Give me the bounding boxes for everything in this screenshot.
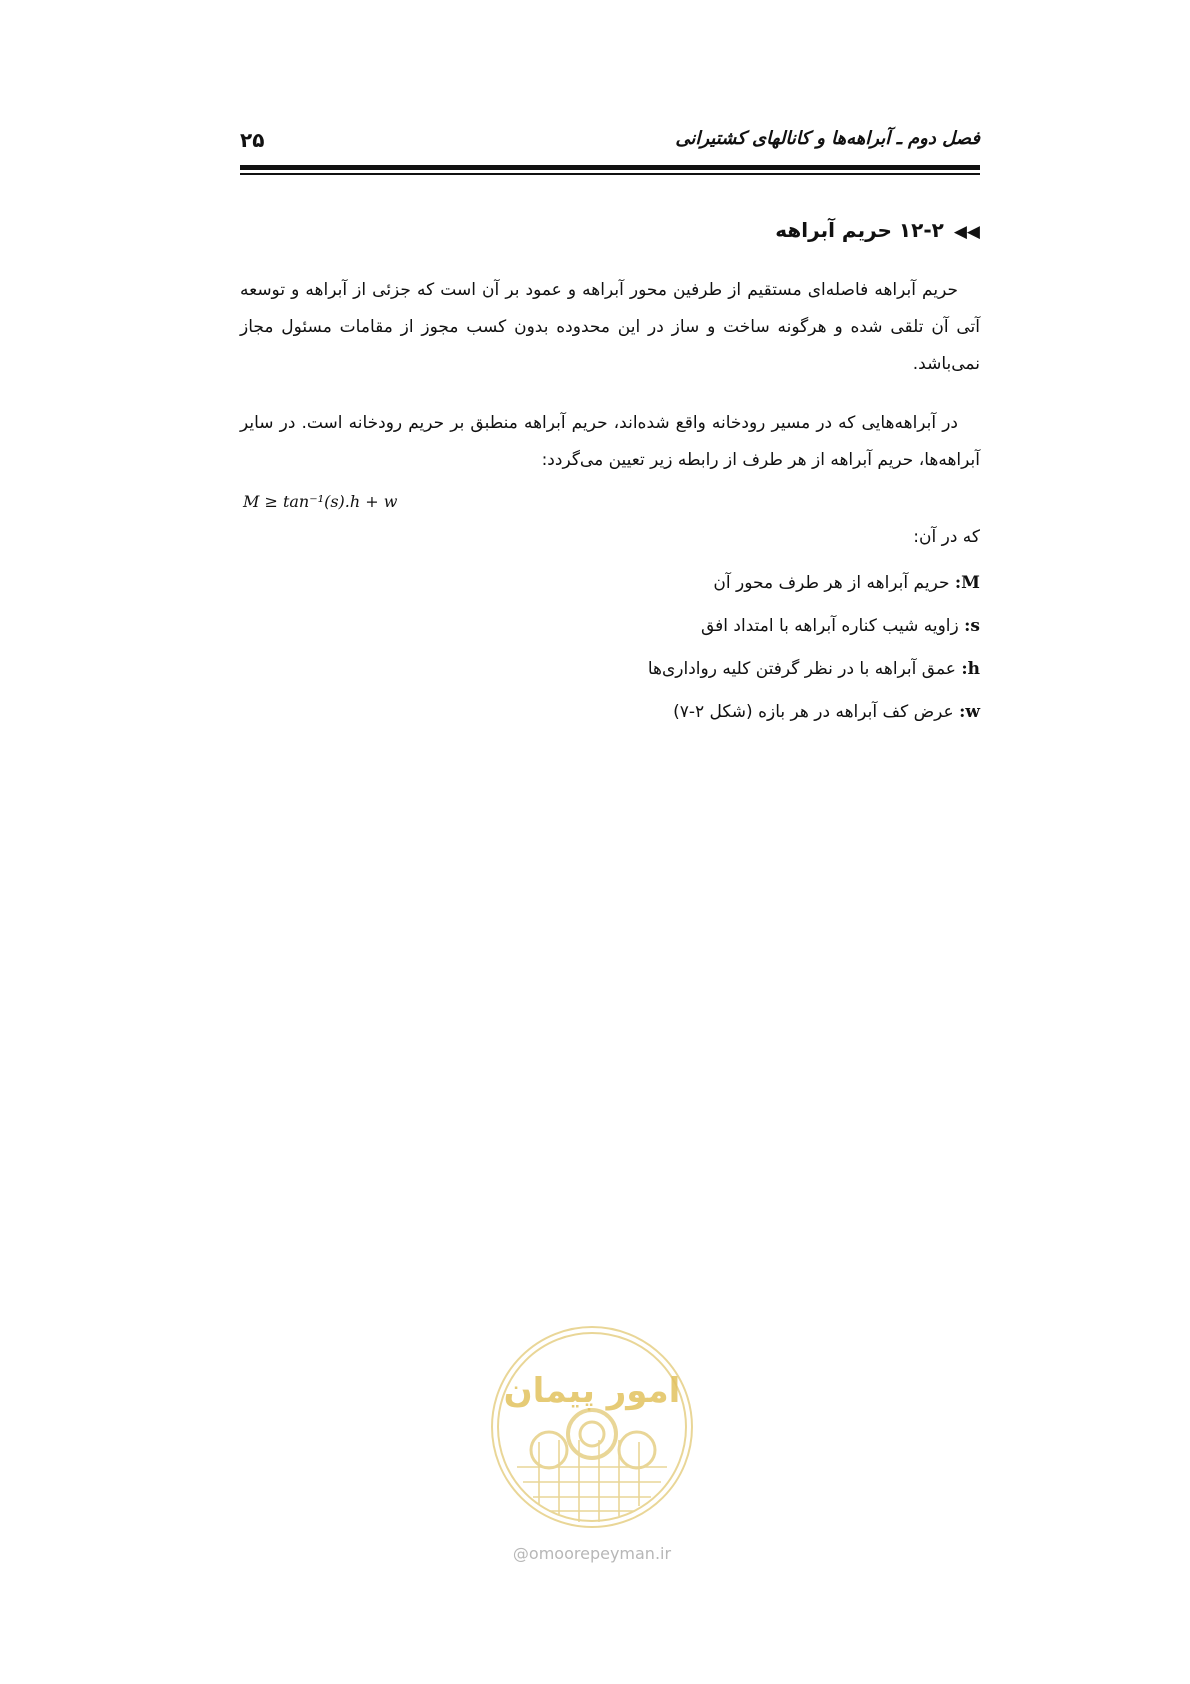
definition-text: زاویه شیب کناره آبراهه با امتداد افق (700, 616, 959, 636)
header-rule-thin (240, 173, 980, 175)
definition-item (648, 659, 980, 679)
definition-item (713, 573, 980, 593)
chapter-title: فصل دوم ـ آبراهه‌ها و کانالهای کشتیرانی (675, 128, 980, 149)
definition-symbol: w: (959, 702, 980, 722)
definition-symbol: s: (964, 616, 980, 636)
double-arrow-icon: ◀◀ (953, 222, 980, 242)
paragraph-definition: حریم آبراهه فاصله‌ای مستقیم از طرفین محور آبراهه و عمود بر آن است که جزئی از آبراهه و توسعه آتی آن تلقی شده و هرگونه ساخت و ساز در این محدوده بدون کسب مجوز از مقامات مسئول مجاز نمی‌باشد. (240, 280, 980, 374)
definition-symbol: h: (961, 659, 980, 679)
header-rule-thick (240, 165, 980, 170)
formula: M ≥ tan⁻¹(s).h + w (243, 492, 398, 511)
running-header (240, 128, 980, 158)
watermark-url: @omoorepeyman.ir (512, 1544, 672, 1563)
section-heading (775, 218, 980, 242)
paragraph-river: در آبراهه‌هایی که در مسیر رودخانه واقع شده‌اند، حریم آبراهه منطبق بر حریم رودخانه است. در سایر آبراهه‌ها، حریم آبراهه از هر طرف از رابطه زیر تعیین می‌گردد: (240, 413, 980, 470)
watermark-text: امور پیمان (503, 1371, 681, 1411)
definition-text: عمق آبراهه با در نظر گرفتن کلیه رواداری‌ها (647, 659, 956, 679)
where-label: که در آن: (913, 527, 980, 547)
page-number: ۲۵ (240, 128, 265, 152)
section-heading-text: ۱۲-۲ حریم آبراهه (775, 218, 944, 242)
definition-text: حریم آبراهه از هر طرف محور آن (713, 573, 950, 593)
definition-symbol: M: (954, 573, 980, 593)
definition-text: عرض کف آبراهه در هر بازه (شکل ۲-۷) (673, 702, 954, 722)
definition-item (673, 702, 980, 722)
definition-item (701, 616, 980, 636)
watermark-logo (487, 1322, 697, 1532)
